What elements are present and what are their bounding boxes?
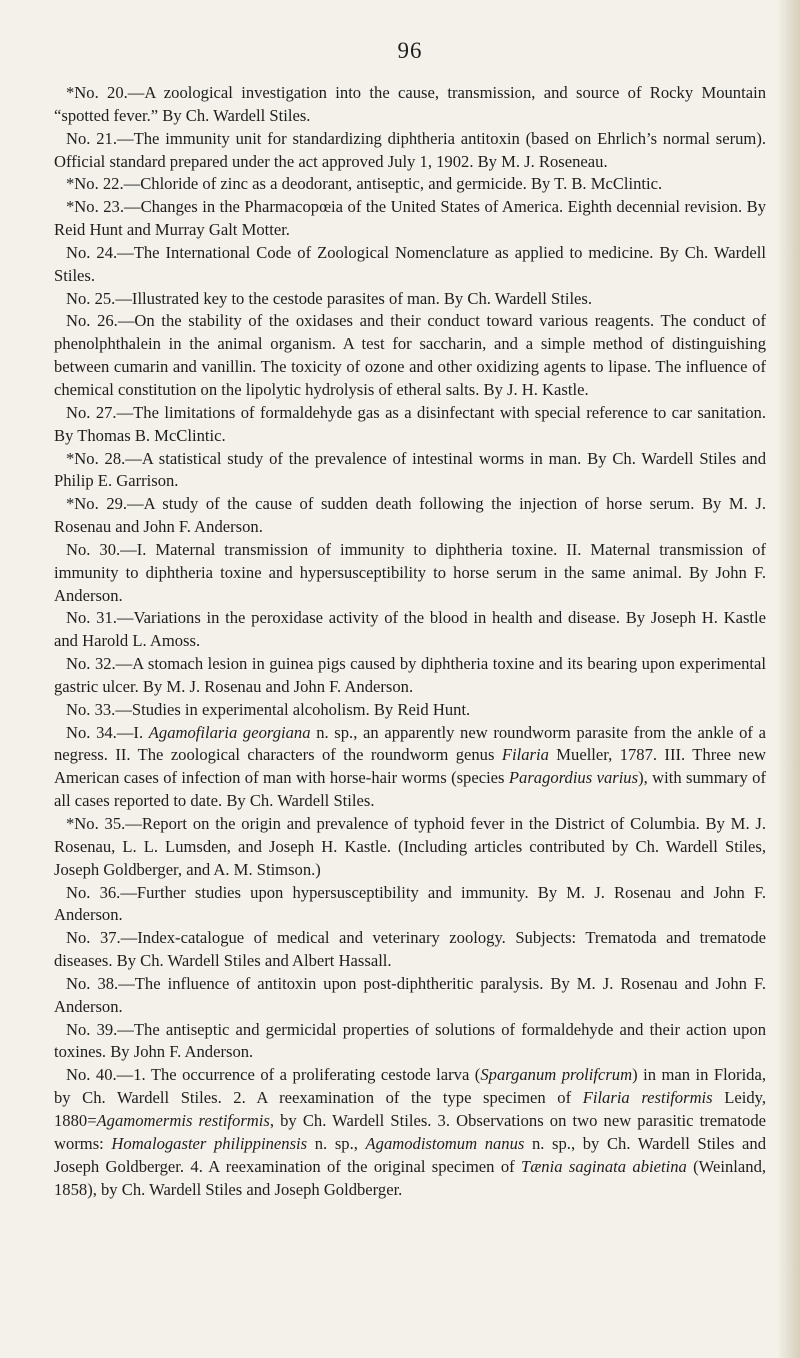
entry-text: No. 40.—1. The occurrence of a proliferating cestode larva ( [66, 1065, 481, 1085]
bulletin-entry [54, 82, 766, 128]
entry-text: n. sp., [307, 1133, 366, 1153]
italic-taxon-name: Agamomermis restiformis [96, 1110, 270, 1130]
bulletin-list [54, 82, 766, 1201]
entry-text: No. 31.—Variations in the peroxidase activity of the blood in health and disease. By Joseph H. Kastle and Harold L. Amoss. [54, 608, 766, 651]
bulletin-entry [54, 493, 766, 539]
entry-text: No. 21.—The immunity unit for standardizing diphtheria antitoxin (based on Ehrlich’s normal serum). Official standard prepared under the act approved July 1, 1902. By M. J. Roseneau. [54, 128, 766, 171]
bulletin-entry [54, 653, 766, 699]
bulletin-entry [54, 448, 766, 494]
bulletin-entry [54, 288, 766, 311]
bulletin-entry [54, 1019, 766, 1065]
entry-text: No. 36.—Further studies upon hypersusceptibility and immunity. By M. J. Rosenau and John F. Anderson. [54, 882, 766, 925]
bulletin-entry [54, 882, 766, 928]
bulletin-entry [54, 539, 766, 608]
bulletin-entry [54, 973, 766, 1019]
bulletin-entry [54, 607, 766, 653]
bulletin-entry [54, 242, 766, 288]
entry-text: *No. 28.—A statistical study of the prevalence of intestinal worms in man. By Ch. Wardell Stiles and Philip E. Garrison. [54, 448, 766, 491]
entry-text: No. 25.—Illustrated key to the cestode parasites of man. By Ch. Wardell Stiles. [66, 288, 593, 308]
italic-taxon-name: Agamofilaria georgiana [148, 722, 311, 742]
italic-taxon-name: Paragordius varius [508, 768, 639, 788]
bulletin-entry [54, 927, 766, 973]
entry-text: No. 33.—Studies in experimental alcoholism. By Reid Hunt. [66, 699, 471, 719]
bulletin-entry [54, 699, 766, 722]
bulletin-entry [54, 722, 766, 813]
entry-text: No. 32.—A stomach lesion in guinea pigs caused by diphtheria toxine and its bearing upon experimental gastric ulcer. By M. J. Rosenau and John F. Anderson. [54, 654, 766, 696]
entry-text: *No. 35.—Report on the origin and prevalence of typhoid fever in the District of Columbia. By M. J. Rosenau, L. L. Lumsden, and Joseph H. Kastle. (Including articles contributed by Ch. Wardell Stiles, Joseph Goldberger, and A. M. Stimson.) [54, 814, 766, 879]
entry-text: n. sp., by Ch. Wardell Stiles and Joseph Goldberger. 4. A reexamination of the original specimen of [54, 1133, 766, 1176]
bulletin-entry [54, 310, 766, 401]
bulletin-entry [54, 196, 766, 242]
entry-text: *No. 22.—Chloride of zinc as a deodorant, antiseptic, and germicide. By T. B. McClintic. [66, 174, 663, 194]
italic-taxon-name: Filaria [501, 745, 549, 765]
entry-text: ) in man in Florida, by Ch. Wardell Stiles. 2. A reexamination of the type specimen of [54, 1065, 766, 1108]
entry-text: No. 26.—On the stability of the oxidases and their conduct toward various reagents. The conduct of phenolphthalein in the animal organism. A test for saccharin, and a simple method of distinguishing between cumarin and vanillin. The toxicity of ozone and other oxidizing agents to lipase. The influence of chemical constitution on the lipolytic hydrolysis of etheral salts. By J. H. Kastle. [54, 311, 766, 399]
bulletin-entry [54, 1064, 766, 1201]
italic-taxon-name: Agamodistomum nanus [365, 1133, 525, 1153]
entry-text: No. 38.—The influence of antitoxin upon post-diphtheritic paralysis. By M. J. Rosenau and John F. Anderson. [54, 973, 766, 1016]
entry-text: *No. 29.—A study of the cause of sudden death following the injection of horse serum. By M. J. Rosenau and John F. Anderson. [54, 494, 766, 537]
entry-text: No. 39.—The antiseptic and germicidal properties of solutions of formaldehyde and their action upon toxines. By John F. Anderson. [54, 1019, 766, 1062]
entry-text: ), with summary of all cases reported to date. By Ch. Wardell Stiles. [54, 768, 767, 811]
entry-text: Leidy, 1880= [54, 1088, 766, 1130]
bulletin-entry [54, 402, 766, 448]
entry-text: No. 34.—I. [66, 722, 149, 742]
italic-taxon-name: Homalogaster philippinensis [111, 1133, 308, 1153]
entry-text: No. 27.—The limitations of formaldehyde gas as a disinfectant with special reference to car sanitation. By Thomas B. McClintic. [54, 402, 766, 445]
entry-text: *No. 20.—A zoological investigation into the cause, transmission, and source of Rocky Mountain “spotted fever.” By Ch. Wardell Stiles. [54, 83, 766, 125]
italic-taxon-name: Tænia saginata abietina [521, 1156, 687, 1176]
italic-taxon-name: Filaria restiformis [582, 1088, 713, 1108]
entry-text: *No. 23.—Changes in the Pharmacopœia of the United States of America. Eighth decennial revision. By Reid Hunt and Murray Galt Motter. [54, 197, 766, 240]
entry-text: No. 37.—Index-catalogue of medical and veterinary zoology. Subjects: Trematoda and trematode diseases. By Ch. Wardell Stiles and Albert Hassall. [54, 928, 766, 971]
page-number: 96 [397, 38, 423, 63]
bulletin-entry [54, 813, 766, 882]
italic-taxon-name: Sparganum prolifcrum [480, 1065, 633, 1085]
page-edge [778, 0, 800, 1358]
entry-text: No. 24.—The International Code of Zoological Nomenclature as applied to medicine. By Ch. Wardell Stiles. [54, 242, 766, 285]
bulletin-entry [54, 128, 766, 174]
entry-text: , by Ch. Wardell Stiles. 3. Observations on two new parasitic trematode worms: [54, 1110, 766, 1153]
bulletin-entry [54, 173, 766, 196]
entry-text: No. 30.—I. Maternal transmission of immunity to diphtheria toxine. II. Maternal transmission of immunity to diphtheria toxine and hypersusceptibility to horse serum in the same animal. By John F. Anderson. [54, 539, 766, 605]
entry-text: (Weinland, 1858), by Ch. Wardell Stiles and Joseph Goldberger. [54, 1156, 767, 1199]
entry-text: Mueller, 1787. III. Three new American cases of infection of man with horse-hair worms (species [54, 745, 766, 788]
entry-text: n. sp., an apparently new roundworm parasite from the ankle of a negress. II. The zoological characters of the roundworm genus [54, 722, 766, 765]
